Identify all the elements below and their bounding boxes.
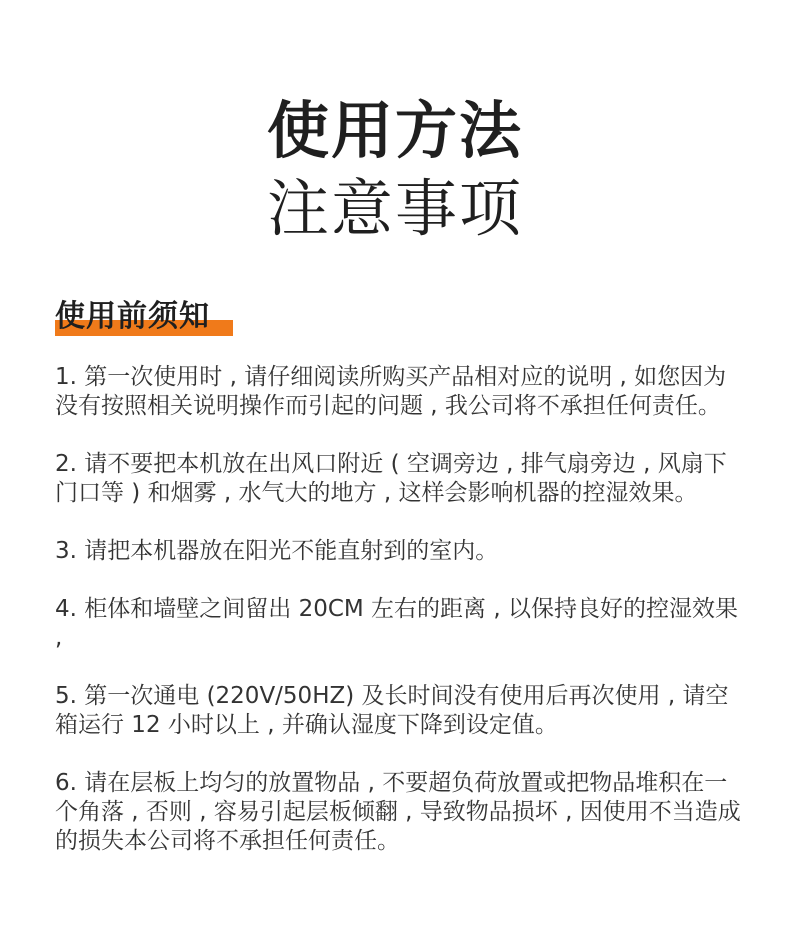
instructions-list bbox=[55, 363, 745, 885]
list-item: 1. 第一次使用时 , 请仔细阅读所购买产品相对应的说明 , 如您因为没有按照相关说明操作而引起的问题 , 我公司将不承担任何责任。 bbox=[55, 364, 727, 419]
section-header bbox=[55, 295, 210, 343]
section-title: 使用前须知 bbox=[55, 299, 210, 334]
title-precautions: 注意事项 bbox=[266, 172, 523, 245]
list-item: 5. 第一次通电 (220V/50HZ) 及长时间没有使用后再次使用 , 请空箱运行 12 小时以上 , 并确认湿度下降到设定值。 bbox=[55, 683, 729, 738]
title-usage: 使用方法 bbox=[266, 94, 523, 167]
list-item: 2. 请不要把本机放在出风口附近 ( 空调旁边 , 排气扇旁边 , 风扇下门口等 ) 和烟雾 , 水气大的地方 , 这样会影响机器的控湿效果。 bbox=[55, 451, 727, 506]
list-item: 4. 柜体和墙壁之间留出 20CM 左右的距离 , 以保持良好的控湿效果 , bbox=[55, 596, 738, 651]
list-item: 6. 请在层板上均匀的放置物品 , 不要超负荷放置或把物品堆积在一个角落 , 否则 , 容易引起层板倾翻 , 导致物品损坏 , 因使用不当造成的损失本公司将不承担任何责任。 bbox=[55, 770, 741, 854]
page-title bbox=[0, 92, 790, 248]
list-item: 3. 请把本机器放在阳光不能直射到的室内。 bbox=[55, 538, 499, 564]
